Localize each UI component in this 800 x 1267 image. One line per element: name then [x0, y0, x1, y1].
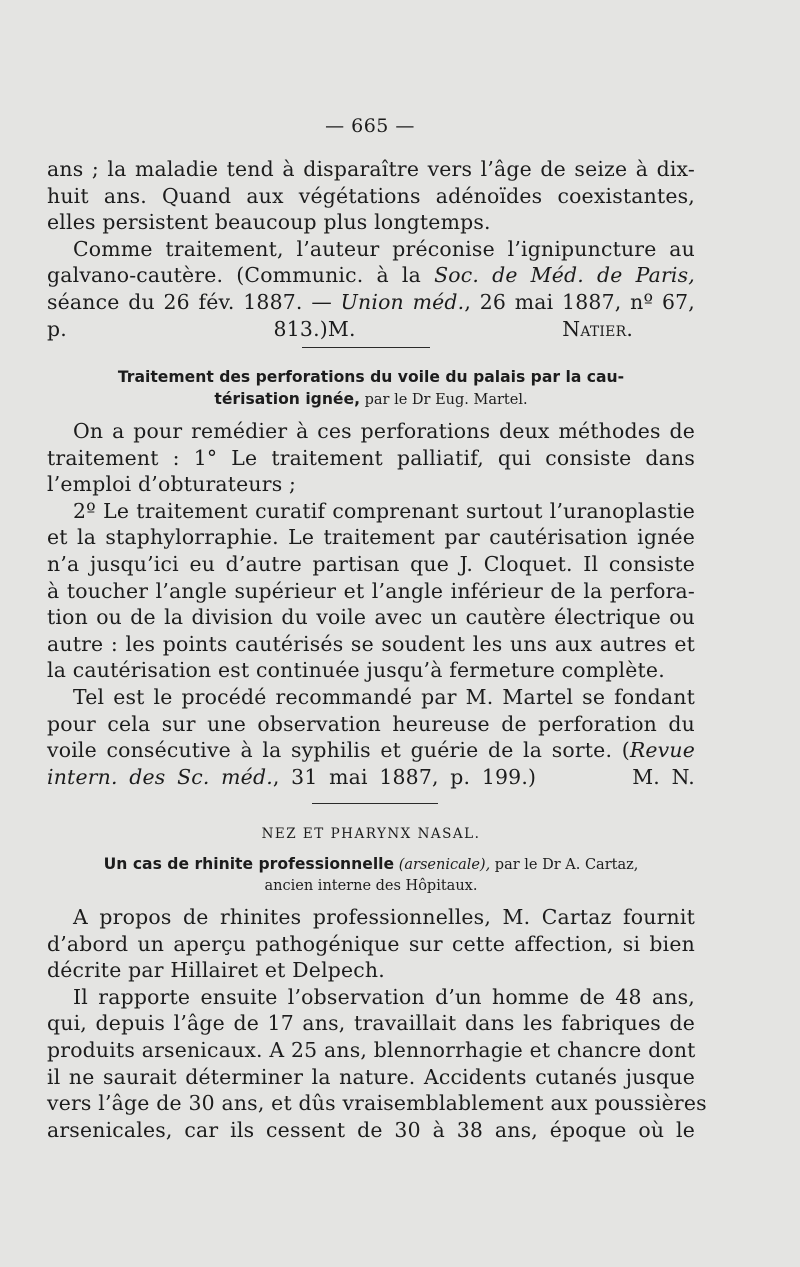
author-signature: M. Natier.: [327, 316, 633, 341]
text-line: à toucher l’angle supérieur et l’angle inférieur de la perfora-: [47, 578, 695, 603]
text-line: elles persistent beaucoup plus longtemps.: [47, 210, 491, 235]
article-byline: par le Dr Eug. Martel.: [360, 392, 528, 408]
text-line: produits arsenicaux. A 25 ans, blennorrhagie et chancre dont: [47, 1037, 696, 1062]
text-line: Comme traitement, l’auteur préconise l’ignipuncture au: [73, 236, 695, 261]
author-credential: ancien interne des Hôpitaux.: [264, 878, 478, 894]
text-line: A propos de rhinites professionnelles, M. Cartaz fournit: [73, 905, 695, 929]
text-line: ans ; la maladie tend à disparaître vers l’âge de seize à dix-: [47, 157, 695, 181]
text-line: décrite par Hillairet et Delpech.: [47, 958, 385, 983]
text-line: huit ans. Quand aux végétations adénoïdes coexistantes,: [47, 183, 695, 208]
section-heading: NEZ ET PHARYNX NASAL.: [261, 826, 481, 842]
separator-rule: [302, 347, 430, 348]
text-line: intern. des Sc. méd., 31 mai 1887, p. 199.) M. N.: [47, 764, 695, 789]
text-line: qui, depuis l’âge de 17 ans, travaillait dans les fabriques de: [47, 1011, 695, 1036]
text-line: séance du 26 fév. 1887. — Union méd., 26 mai 1887, nº 67,: [47, 289, 695, 314]
text-line: et la staphylorraphie. Le traitement par cautérisation ignée: [47, 525, 695, 550]
article-byline: par le Dr A. Cartaz,: [490, 857, 639, 873]
text-line: l’emploi d’obturateurs ;: [47, 472, 297, 497]
text-line: pour cela sur une observation heureuse de perforation du: [47, 711, 695, 736]
text-line: vers l’âge de 30 ans, et dûs vraisemblablement aux poussières: [47, 1091, 707, 1116]
text-line: la cautérisation est continuée jusqu’à fermeture complète.: [47, 658, 665, 683]
text-line: On a pour remédier à ces perforations deux méthodes de: [73, 419, 695, 443]
page-number: — 665 —: [325, 115, 415, 137]
text-line: tion ou de la division du voile avec un cautère électrique ou: [47, 605, 695, 630]
text-line: p. 813.)M. Natier.: [47, 316, 633, 341]
text-line: d’abord un aperçu pathogénique sur cette affection, si bien: [47, 931, 695, 956]
text-line: arsenicales, car ils cessent de 30 à 38 ans, époque où le: [47, 1117, 695, 1142]
text-line: Tel est le procédé recommandé par M. Martel se fondant: [73, 684, 695, 709]
text-line: n’a jusqu’ici eu d’autre partisan que J. Cloquet. Il consiste: [47, 551, 695, 576]
section-heading-wrap: [47, 826, 695, 842]
text-line: il ne saurait déterminer la nature. Accidents cutanés jusque: [47, 1064, 695, 1089]
article-body: [47, 904, 707, 1143]
article-body: [47, 418, 695, 790]
article-heading: [47, 853, 695, 896]
article-heading: [47, 366, 695, 411]
continued-review: [47, 156, 695, 342]
article-title: Traitement des perforations du voile du palais par la cau-: [117, 368, 625, 386]
text-line: voile consécutive à la syphilis et guérie de la sorte. (Revue: [47, 738, 695, 763]
article-title: Un cas de rhinite professionnelle (arsenicale), par le Dr A. Cartaz,: [103, 855, 639, 873]
author-signature: M. N.: [632, 764, 695, 789]
separator-rule: [312, 803, 438, 804]
text-line: traitement : 1° Le traitement palliatif, qui consiste dans: [47, 445, 695, 470]
article-title-cont: térisation ignée, par le Dr Eug. Martel.: [214, 390, 528, 408]
text-line: galvano-cautère. (Communic. à la Soc. de Méd. de Paris,: [47, 263, 695, 288]
text-line: Il rapporte ensuite l’observation d’un homme de 48 ans,: [73, 984, 695, 1009]
text-line: 2º Le traitement curatif comprenant surtout l’uranoplastie: [73, 498, 695, 523]
text-line: autre : les points cautérisés se soudent les uns aux autres et: [47, 631, 695, 656]
